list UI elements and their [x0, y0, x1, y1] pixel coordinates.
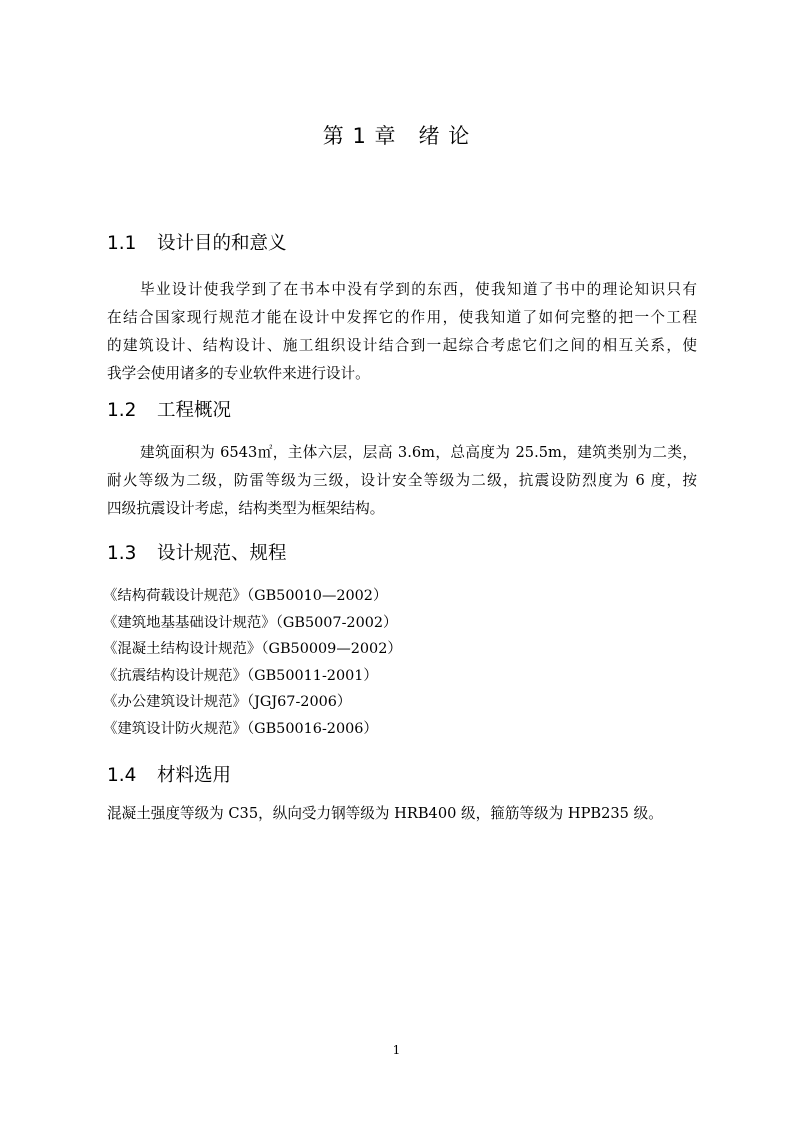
- section-heading-1-4: [107, 761, 231, 787]
- section-1-1-paragraph: [107, 276, 697, 388]
- chapter-name: 绪 论: [418, 124, 471, 148]
- paragraph-line: 四级抗震设计考虑，结构类型为框架结构。: [107, 500, 385, 517]
- list-item: 《抗震结构设计规范》（GB50011-2001）: [103, 667, 378, 684]
- paragraph-line: 建筑面积为 6543㎡，主体六层，层高 3.6m，总高度为 25.5m，建筑类别为二类，: [140, 444, 697, 461]
- section-heading-1-2: [107, 396, 231, 422]
- paragraph-line: 在结合国家现行规范才能在设计中发挥它的作用，使我知道了如何完整的把一个工程: [107, 309, 697, 326]
- list-item: 《混凝土结构设计规范》（GB50009—2002）: [103, 641, 402, 657]
- section-1-2-paragraph: [107, 439, 697, 523]
- paragraph-line: 我学会使用诸多的专业软件来进行设计。: [107, 365, 370, 382]
- chapter-title: [0, 120, 793, 150]
- page-number: 1: [392, 1043, 401, 1057]
- section-heading-1-3: [107, 539, 287, 565]
- section-number: 1.1: [107, 233, 137, 254]
- section-number: 1.4: [107, 765, 137, 786]
- section-number: 1.3: [107, 543, 137, 564]
- section-heading-1-1: [107, 229, 287, 255]
- section-title: 工程概况: [157, 400, 232, 421]
- paragraph-line: 耐火等级为二级，防雷等级为三级，设计安全等级为二级，抗震设防烈度为 6 度，按: [107, 472, 697, 489]
- list-item: 《建筑地基基础设计规范》（GB5007-2002）: [103, 614, 398, 631]
- paragraph-line: 的建筑设计、结构设计、施工组织设计结合到一起综合考虑它们之间的相互关系，使: [107, 337, 697, 354]
- list-item: 《办公建筑设计规范》（JGJ67-2006）: [103, 694, 352, 710]
- reference-list: [103, 583, 402, 742]
- chapter-label: 第 1 章: [322, 124, 397, 148]
- section-title: 设计规范、规程: [157, 543, 287, 564]
- section-title: 设计目的和意义: [157, 233, 287, 254]
- paragraph-line: 毕业设计使我学到了在书本中没有学到的东西，使我知道了书中的理论知识只有: [140, 281, 697, 298]
- list-item: 《建筑设计防火规范》（GB50016-2006）: [103, 720, 378, 737]
- section-1-4-text: 混凝土强度等级为 C35，纵向受力钢等级为 HRB400 级，箍筋等级为 HPB235 级。: [107, 805, 663, 822]
- list-item: 《结构荷载设计规范》（GB50010—2002）: [103, 588, 388, 604]
- section-number: 1.2: [107, 400, 137, 421]
- section-title: 材料选用: [157, 765, 232, 786]
